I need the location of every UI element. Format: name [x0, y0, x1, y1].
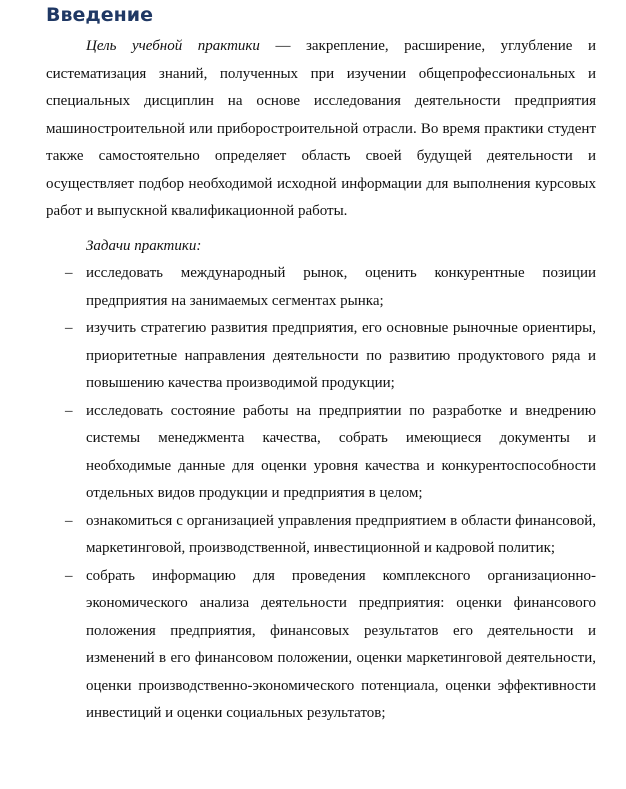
task-item	[46, 398, 596, 508]
task-text: ознакомиться с организацией управления предприятием в области финансовой, маркетинговой, производственной, инвестиционной и кадровой политик;	[86, 512, 596, 556]
task-text: собрать информацию для проведения комплексного организационно-экономического анализа деятельности предприятия: оценки финансового положения предприятия, финансовых результатов его деятельности и изменений в его финансовом положении, оценки маркетинговой деятельности, оценки производственно-экономического потенциала, оценки эффективности инвестиций и оценки социальных результатов;	[86, 567, 596, 721]
intro-paragraph	[46, 33, 596, 226]
dash-bullet: –	[65, 512, 73, 529]
task-list	[46, 260, 596, 728]
dash-bullet: –	[65, 402, 73, 419]
task-text: исследовать состояние работы на предприятии по разработке и внедрению системы менеджмента качества, собрать имеющиеся документы и необходимые данные для оценки уровня качества и конкурентоспособности отдельных видов продукции и предприятия в целом;	[86, 402, 596, 501]
dash-bullet: –	[65, 567, 73, 584]
dash-bullet: –	[65, 265, 73, 281]
task-item	[46, 508, 596, 563]
dash-bullet: –	[65, 320, 73, 336]
section-heading: Введение	[46, 4, 153, 26]
task-text: изучить стратегию развития предприятия, его основные рыночные ориентиры, приоритетные направления деятельности по развитию продуктового ряда и повышению качества производимой продукции;	[86, 320, 596, 391]
intro-text: — закрепление, расширение, углубление и систематизация знаний, полученных при изучении общепрофессиональных и специальных дисциплин на основе исследования деятельности предприятия машиностроительной или приборостроительной отрасли. Во время практики студент также самостоятельно определяет область своей будущей деятельности и осуществляет подбор необходимой исходной информации для выполнения курсовых работ и выпускной квалификационной работы.	[46, 38, 596, 219]
intro-lead-italic: Цель учебной практики	[86, 38, 260, 54]
task-text: исследовать международный рынок, оценить конкурентные позиции предприятия на занимаемых сегментах рынка;	[86, 265, 596, 309]
task-item	[46, 315, 596, 398]
task-item	[46, 260, 596, 315]
task-item	[46, 563, 596, 728]
tasks-label: Задачи практики:	[86, 238, 202, 254]
